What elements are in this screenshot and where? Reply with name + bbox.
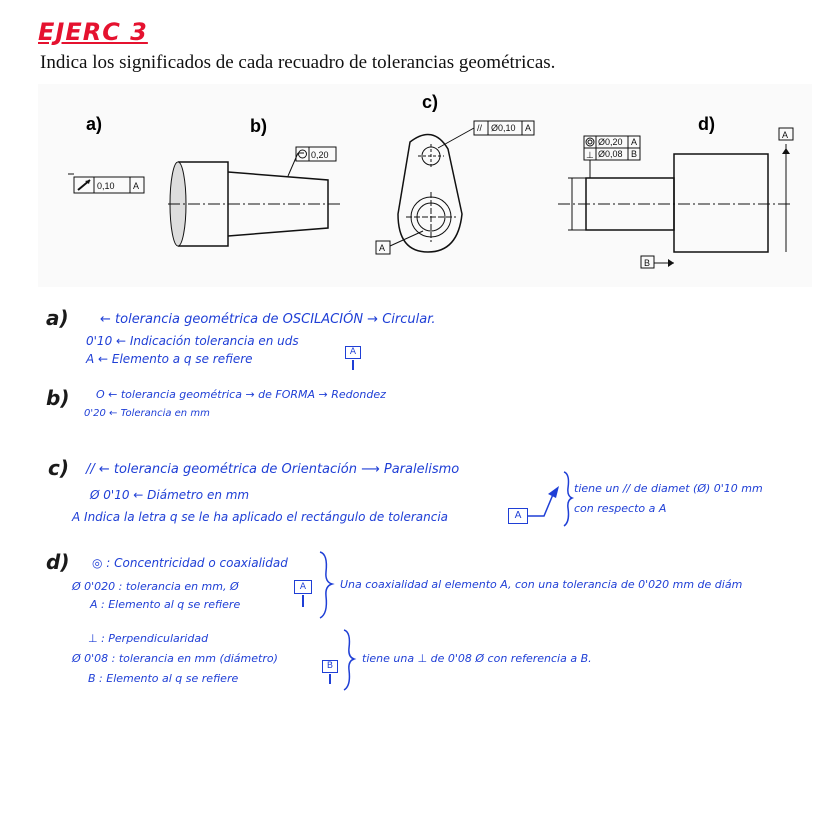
note-d-line2: Ø 0'020 : tolerancia en mm, Ø: [72, 580, 239, 593]
technical-drawings: [38, 84, 812, 287]
note-a-line1: ← tolerancia geométrica de OSCILACIÓN → Circular.: [100, 312, 436, 327]
note-d-summary2: tiene una ⊥ de 0'08 Ø con referencia a B.: [362, 652, 592, 665]
note-a-line3: A ← Elemento a q se refiere: [86, 352, 253, 366]
note-c-line1: // ← tolerancia geométrica de Orientación ⟶ Paralelismo: [86, 462, 460, 477]
note-a-line2: 0'10 ← Indicación tolerancia en uds: [86, 334, 299, 348]
datum-leader: [352, 360, 354, 370]
frame-a-value: 0,10: [97, 181, 115, 191]
note-d-brace2: [340, 628, 360, 692]
note-c-line3: A Indica la letra q se le ha aplicado el rectángulo de tolerancia: [72, 510, 449, 524]
drawing-c: [376, 121, 534, 254]
note-a-datum-box: A: [345, 346, 361, 359]
note-c-summary1: tiene un // de diamet (Ø) 0'10 mm: [574, 482, 763, 495]
drawing-d: [558, 128, 793, 268]
note-d-line6: B : Elemento al q se refiere: [88, 672, 239, 685]
datum-c: A: [379, 243, 386, 253]
instruction-text: Indica los significados de cada recuadro de tolerancias geométricas.: [40, 52, 556, 73]
frame-b-value: 0,20: [311, 150, 329, 160]
perpendicular-icon: ⊥: [586, 150, 594, 160]
datum-d-a: A: [782, 130, 789, 140]
note-d-label: d): [46, 550, 70, 574]
frame-a-datum: A: [133, 181, 140, 191]
fig-label-a: a): [86, 114, 103, 134]
note-c-line2: Ø 0'10 ← Diámetro en mm: [90, 488, 250, 502]
datum-leader: [329, 674, 331, 684]
drawing-b: [168, 147, 343, 246]
note-d-datum2-box: B: [322, 660, 338, 673]
note-c-summary2: con respecto a A: [574, 502, 667, 515]
frame-d1-value: Ø0,20: [598, 137, 623, 147]
frame-c-symbol: //: [477, 123, 483, 133]
note-d-brace1: [316, 550, 338, 620]
concentricity-icon: [586, 138, 594, 146]
note-b-line2: 0'20 ← Tolerancia en mm: [84, 408, 210, 419]
drawing-figure: [38, 84, 812, 287]
note-d-line4: ⊥ : Perpendicularidad: [88, 632, 209, 645]
datum-leader: [302, 595, 304, 607]
frame-d2-value: Ø0,08: [598, 149, 623, 159]
roundness-icon: [299, 150, 307, 158]
datum-d-b: B: [644, 258, 651, 268]
fig-label-d: d): [698, 114, 715, 134]
fig-label-c: c): [422, 92, 439, 112]
frame-c-datum: A: [525, 123, 532, 133]
note-d-line1: ◎ : Concentricidad o coaxialidad: [92, 556, 288, 570]
frame-d1-datum: A: [631, 137, 638, 147]
note-d-line3: A : Elemento al q se refiere: [90, 598, 241, 611]
note-c-bracket: [526, 470, 576, 530]
note-b-label: b): [46, 386, 70, 410]
frame-a: [68, 174, 144, 193]
frame-c-value: Ø0,10: [491, 123, 516, 133]
note-c-datum-box: A: [508, 508, 528, 524]
note-d-summary1: Una coaxialidad al elemento A, con una tolerancia de 0'020 mm de diám: [340, 578, 743, 591]
fig-label-b: b): [250, 116, 267, 136]
exercise-title: EJERC 3: [38, 18, 148, 46]
note-a-label: a): [46, 306, 69, 330]
note-d-datum1-box: A: [294, 580, 312, 594]
frame-d2-datum: B: [631, 149, 638, 159]
note-d-line5: Ø 0'08 : tolerancia en mm (diámetro): [72, 652, 278, 665]
note-c-label: c): [48, 456, 69, 480]
note-b-line1: O ← tolerancia geométrica → de FORMA → Redondez: [96, 388, 386, 401]
